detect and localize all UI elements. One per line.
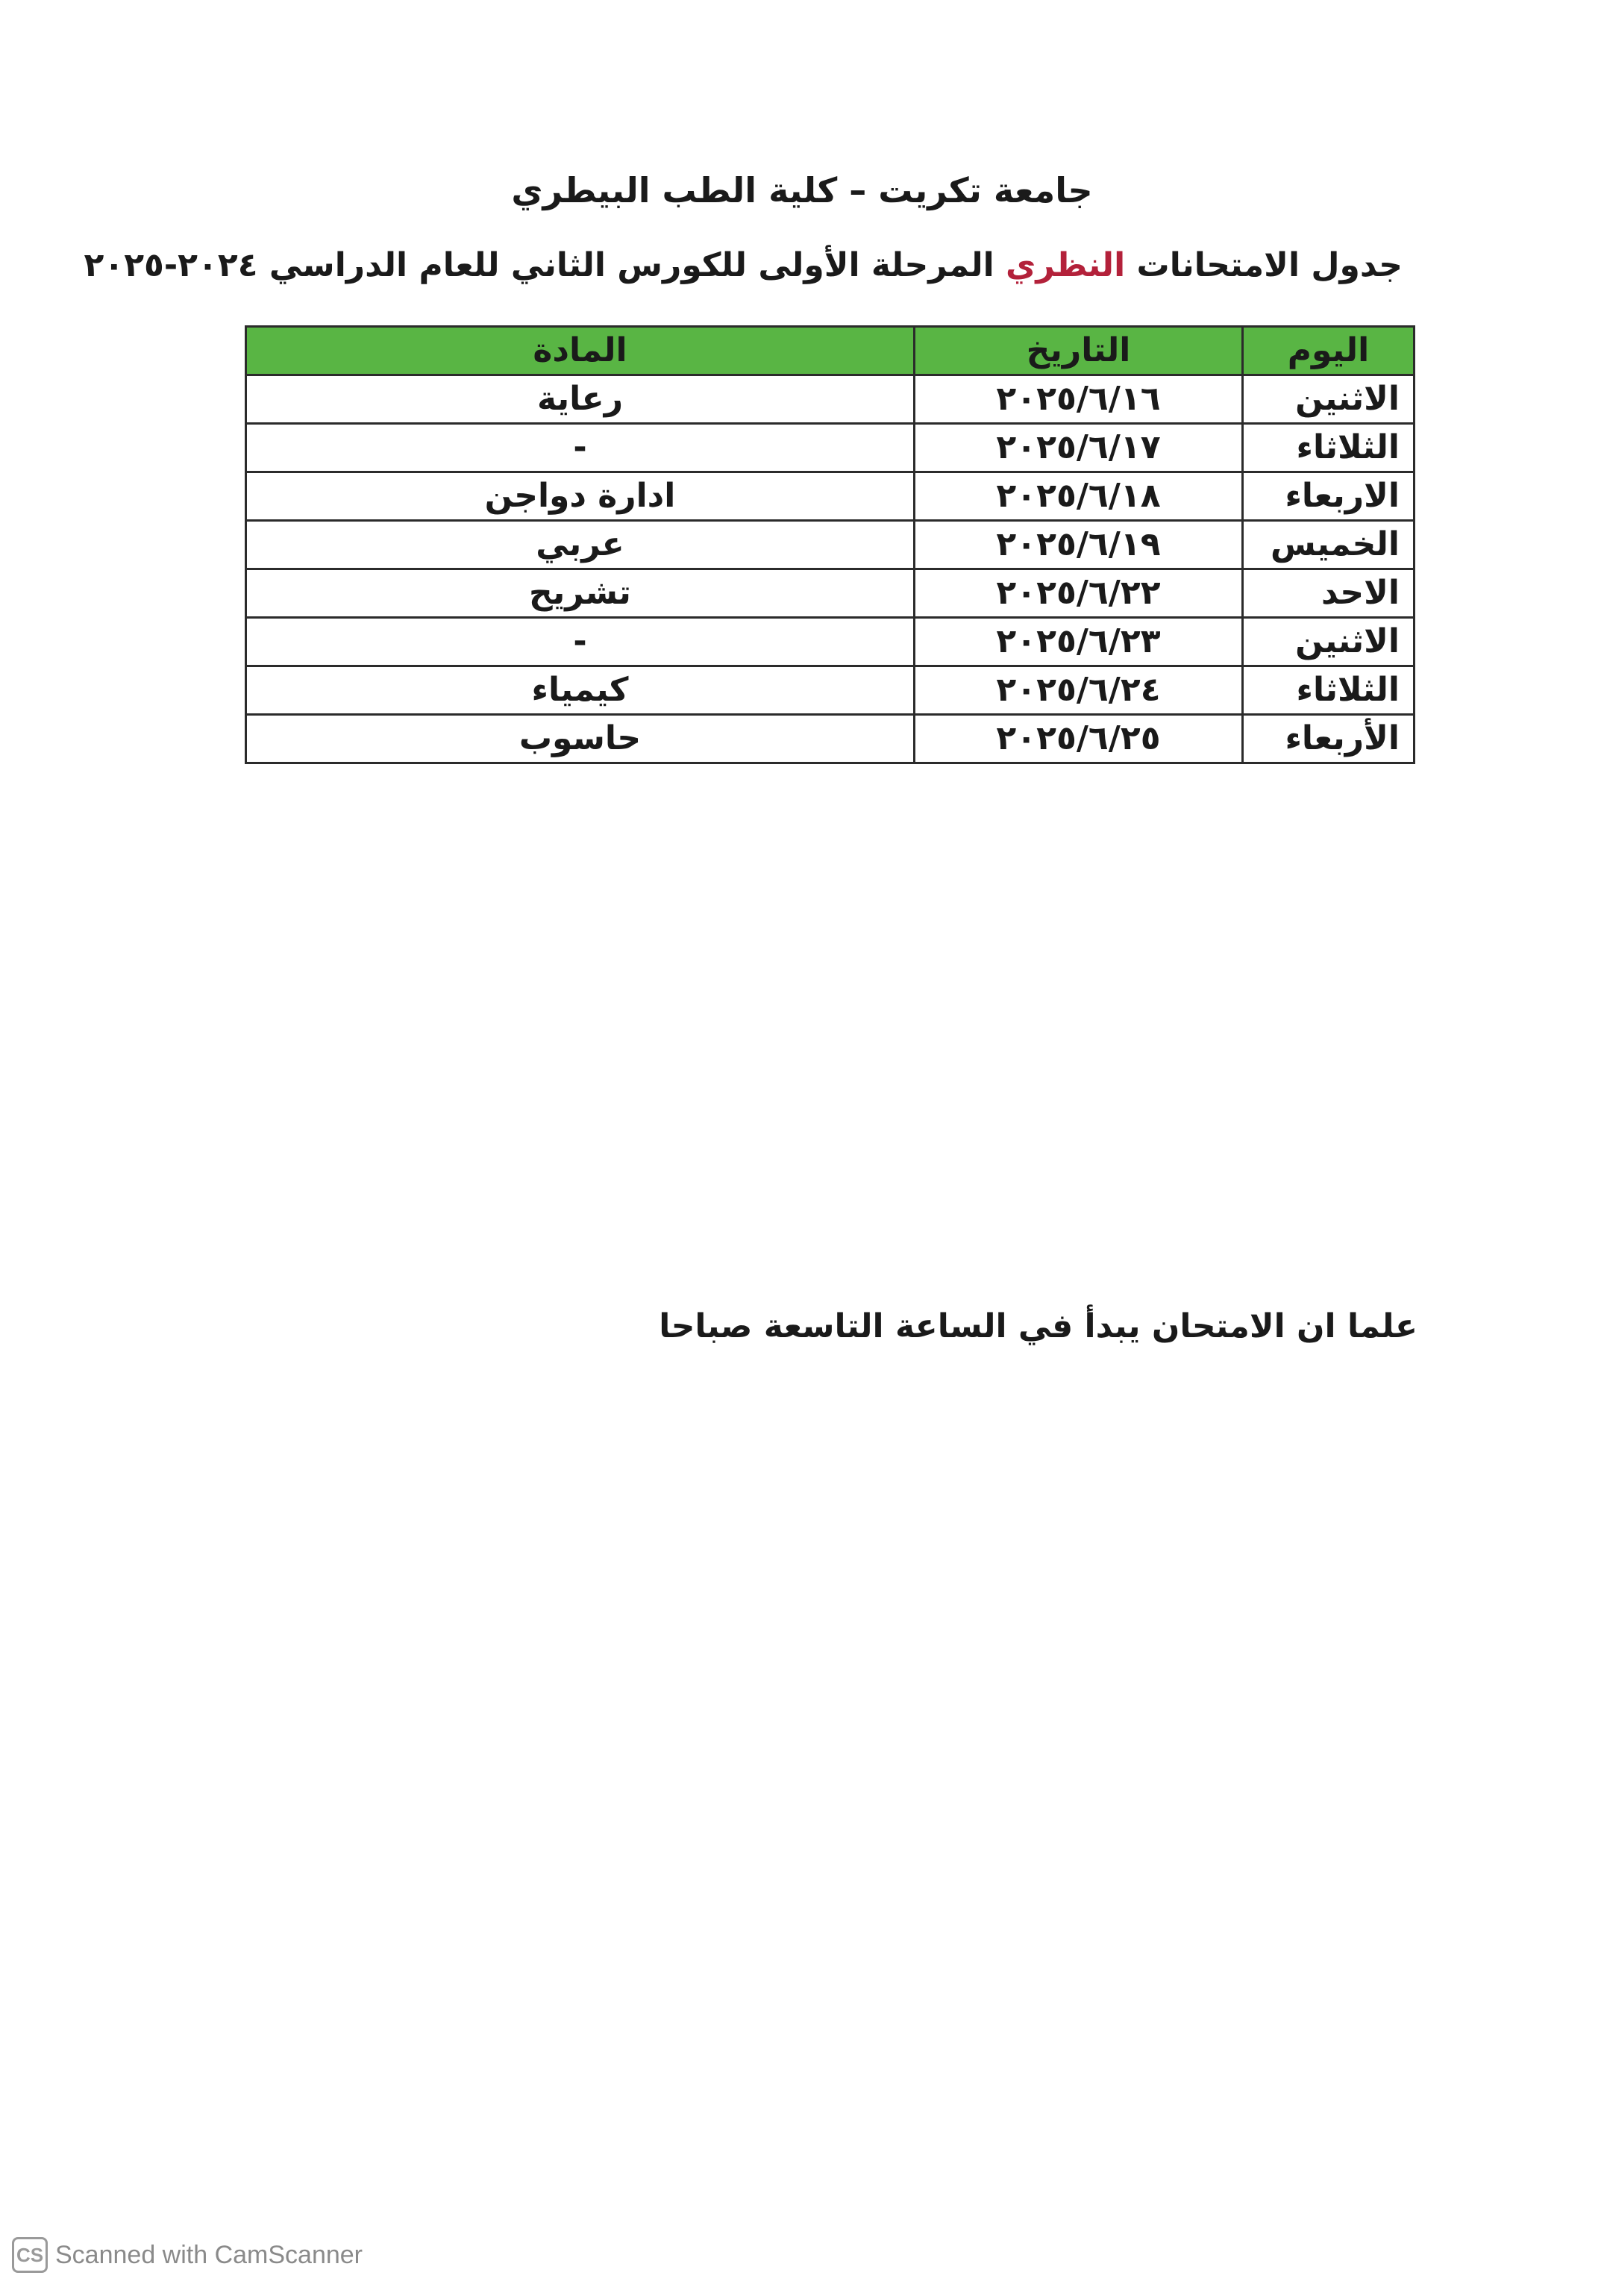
column-header-subject: المادة — [246, 327, 915, 375]
cell-subject: ادارة دواجن — [246, 472, 915, 521]
document-title: جامعة تكريت – كلية الطب البيطري — [511, 170, 1093, 210]
table-row — [246, 424, 1415, 472]
cell-subject: تشريح — [246, 569, 915, 618]
cell-day: الاثنين — [1243, 375, 1415, 424]
cell-date: ٢٠٢٥/٦/٢٥ — [915, 715, 1243, 763]
cell-day: الخميس — [1243, 521, 1415, 569]
cell-day: الاربعاء — [1243, 472, 1415, 521]
subtitle-accent-word: النظري — [1006, 246, 1126, 284]
table-row — [246, 666, 1415, 715]
cell-subject: رعاية — [246, 375, 915, 424]
cell-date: ٢٠٢٥/٦/١٩ — [915, 521, 1243, 569]
cell-date: ٢٠٢٥/٦/١٨ — [915, 472, 1243, 521]
table-row — [246, 569, 1415, 618]
cell-day: الاحد — [1243, 569, 1415, 618]
cell-date: ٢٠٢٥/٦/٢٤ — [915, 666, 1243, 715]
cell-subject: - — [246, 618, 915, 666]
table-header-row — [246, 327, 1415, 375]
cell-day: الأربعاء — [1243, 715, 1415, 763]
cell-subject: كيمياء — [246, 666, 915, 715]
cell-date: ٢٠٢٥/٦/١٧ — [915, 424, 1243, 472]
table-row — [246, 715, 1415, 763]
table-row — [246, 618, 1415, 666]
cell-date: ٢٠٢٥/٦/٢٢ — [915, 569, 1243, 618]
subtitle-part-start: جدول الامتحانات — [1136, 246, 1403, 284]
table-row — [246, 375, 1415, 424]
cell-subject: عربي — [246, 521, 915, 569]
cell-subject: - — [246, 424, 915, 472]
subtitle-part-end: المرحلة الأولى للكورس الثاني للعام الدراسي ٢٠٢٤-٢٠٢٥ — [84, 246, 994, 284]
cell-day: الثلاثاء — [1243, 424, 1415, 472]
column-header-date: التاريخ — [915, 327, 1243, 375]
exam-schedule-table — [245, 325, 1415, 764]
cell-day: الاثنين — [1243, 618, 1415, 666]
cell-date: ٢٠٢٥/٦/٢٣ — [915, 618, 1243, 666]
cell-subject: حاسوب — [246, 715, 915, 763]
table-row — [246, 472, 1415, 521]
camscanner-watermark — [12, 2237, 363, 2273]
camscanner-logo-icon: CS — [12, 2237, 48, 2273]
watermark-text: Scanned with CamScanner — [55, 2240, 363, 2269]
cell-day: الثلاثاء — [1243, 666, 1415, 715]
exam-time-note: علما ان الامتحان يبدأ في الساعة التاسعة صباحا — [659, 1307, 1417, 1345]
document-subtitle — [84, 246, 1403, 284]
column-header-day: اليوم — [1243, 327, 1415, 375]
cell-date: ٢٠٢٥/٦/١٦ — [915, 375, 1243, 424]
table-row — [246, 521, 1415, 569]
